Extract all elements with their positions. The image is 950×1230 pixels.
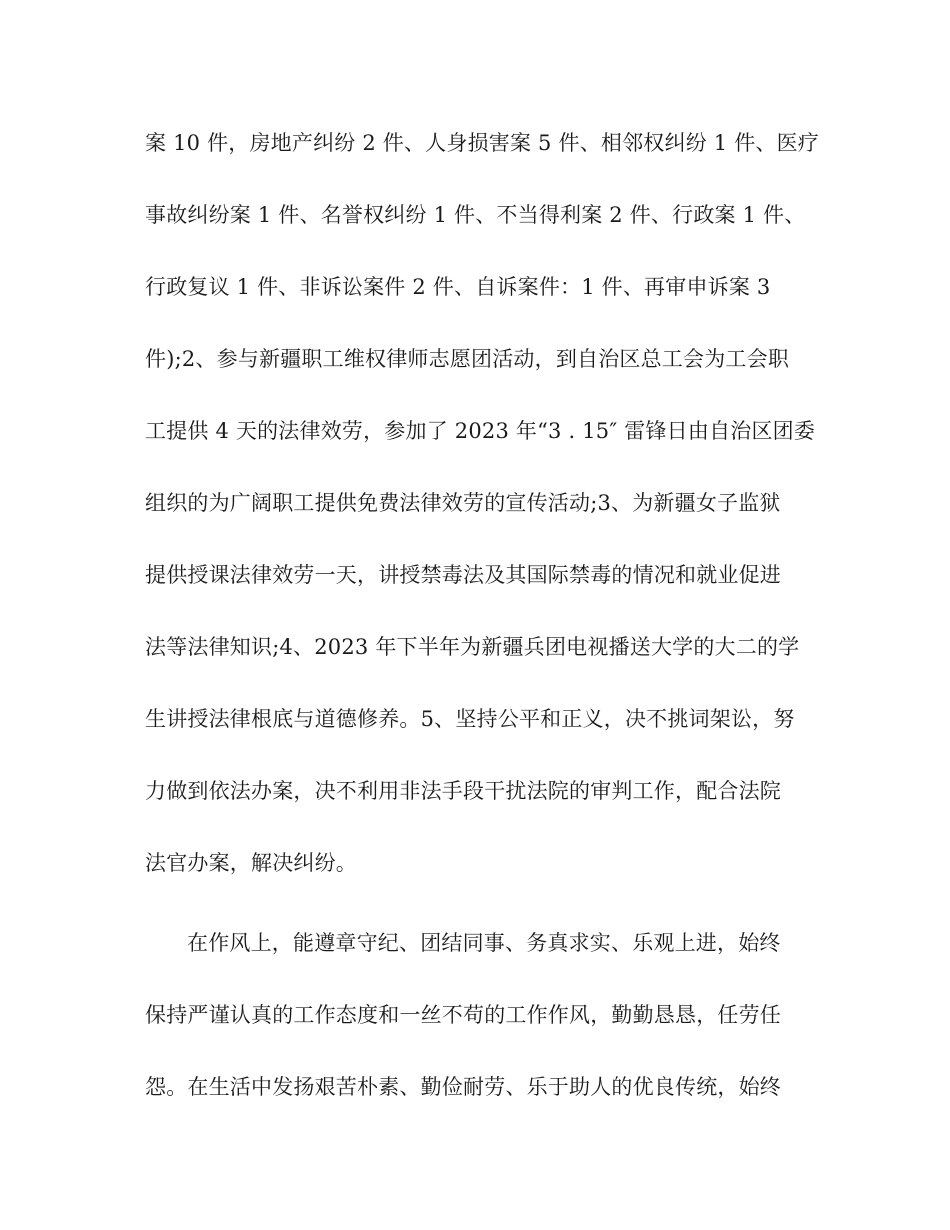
text-line: 件);2、参与新疆职工维权律师志愿团活动，到自治区总工会为工会职 [145, 347, 790, 371]
text-line: 保持严谨认真的工作态度和一丝不苟的工作作风，勤勤恳恳，任劳任 [145, 1003, 781, 1027]
text-line: 怨。在生活中发扬艰苦朴素、勤俭耐劳、乐于助人的优良传统，始终 [145, 1075, 781, 1099]
paragraph-first-line: 在作风上，能遵章守纪、团结同事、务真求实、乐观上进，始终 [187, 931, 781, 955]
text-line: 生讲授法律根底与道德修养。5、坚持公平和正义，决不挑词架讼，努 [145, 707, 795, 731]
text-line: 法官办案，解决纠纷。 [145, 851, 357, 875]
text-line: 法等法律知识;4、2023 年下半年为新疆兵团电视播送大学的大二的学 [145, 635, 800, 659]
text-line: 工提供 4 天的法律效劳，参加了 2023 年“3 . 15″ 雷锋日由自治区团委 [145, 419, 816, 443]
text-line: 提供授课法律效劳一天，讲授禁毒法及其国际禁毒的情况和就业促进 [145, 563, 781, 587]
text-line: 行政复议 1 件、非诉讼案件 2 件、自诉案件：1 件、再审申诉案 3 [145, 275, 771, 299]
text-line: 组织的为广阔职工提供免费法律效劳的宣传活动;3、为新疆女子监狱 [145, 491, 781, 515]
text-line: 案 10 件，房地产纠纷 2 件、人身损害案 5 件、相邻权纠纷 1 件、医疗 [145, 131, 820, 155]
text-line: 事故纠纷案 1 件、名誉权纠纷 1 件、不当得利案 2 件、行政案 1 件、 [145, 203, 806, 227]
text-line: 力做到依法办案，决不利用非法手段干扰法院的审判工作，配合法院 [145, 779, 781, 803]
